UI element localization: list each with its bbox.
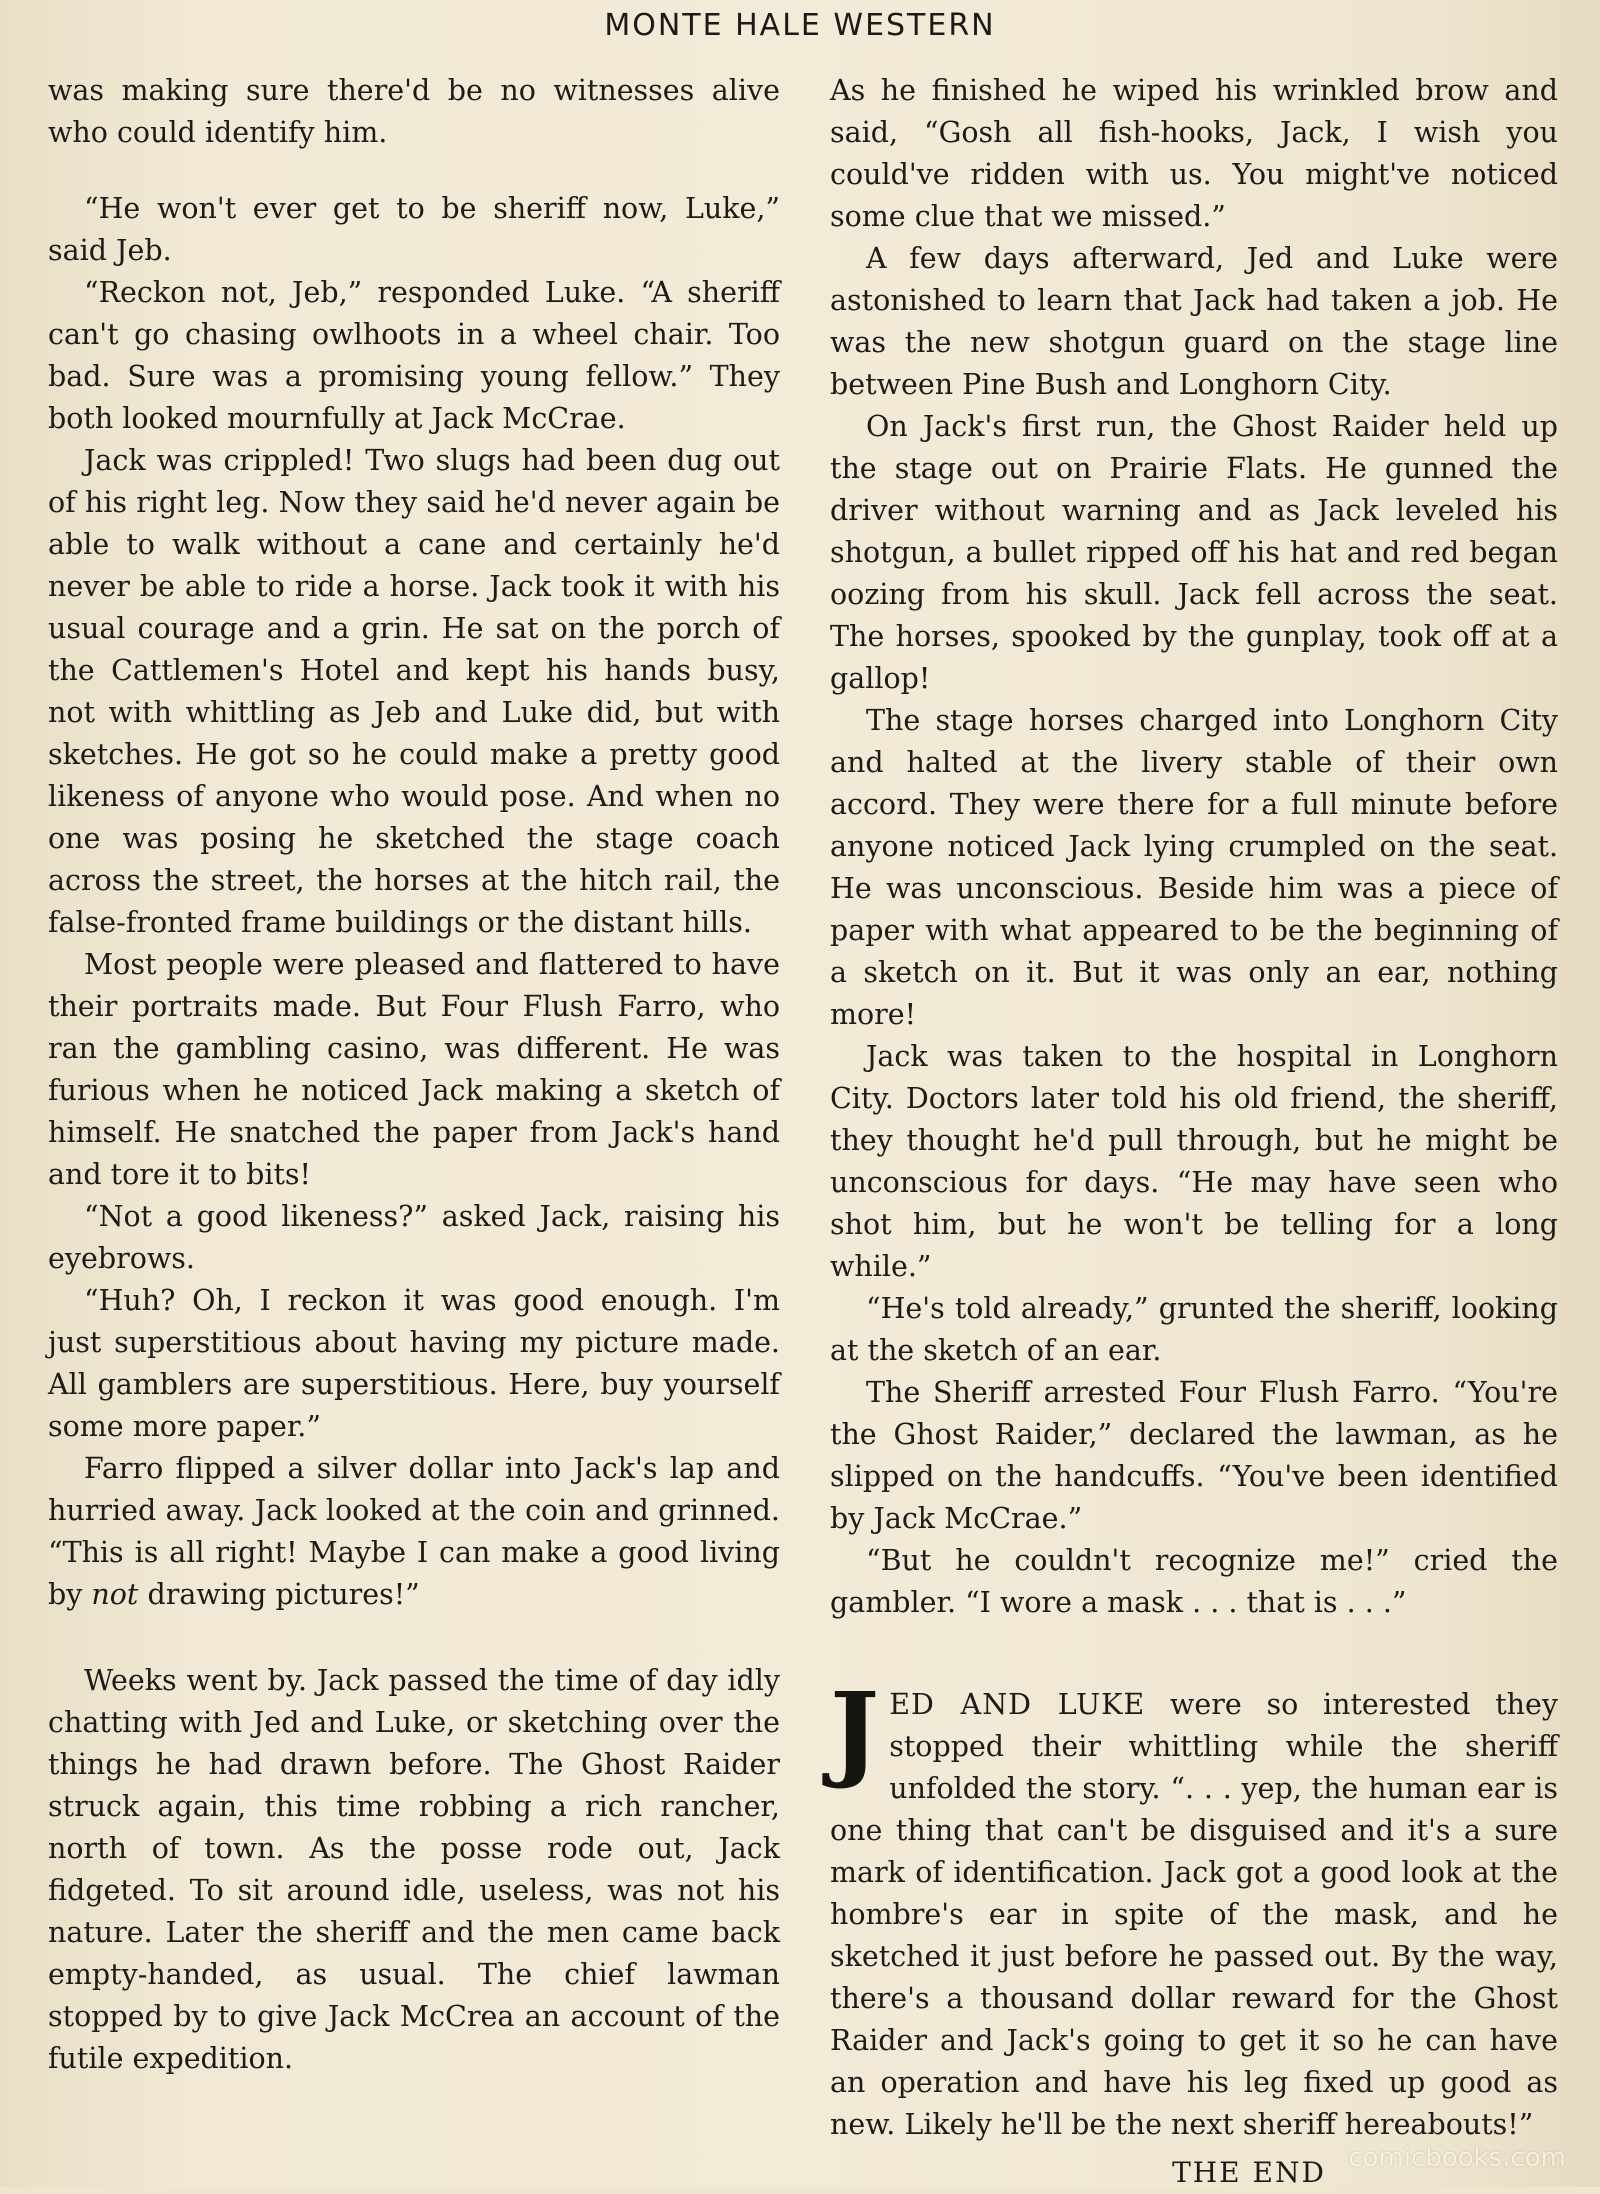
paragraph: “Huh? Oh, I reckon it was good enough. I'm just superstitious about having my picture made. All gamblers are superstitious. Here, buy yourself some more paper.” — [48, 1284, 780, 1443]
paragraph-text: were so interested they stopped their whittling while the sheriff unfolded the story. “. . . yep, the human ear is one thing that can't be disguised and it's a sure mark of identification. Jack got a good look at the hombre's ear in spite of the mask, and he sketched it just before he passed out. By the way, there's a thousand dollar reward for the Ghost Raider and Jack's going to get it so he can have an operation and have his leg fixed up good as new. Likely he'll be the next sheriff hereabouts!” — [830, 1688, 1558, 2141]
drop-cap: J — [830, 1669, 880, 1792]
paragraph: “He won't ever get to be sheriff now, Luke,” said Jeb. — [48, 192, 780, 267]
paragraph: “Reckon not, Jeb,” responded Luke. “A sheriff can't go chasing owlhoots in a wheel chair. Too bad. Sure was a promising young fellow.” They both looked mournfully at Jack McCrae. — [48, 276, 780, 435]
paragraph: “But he couldn't recognize me!” cried the gambler. “I wore a mask . . . that is . . .” — [830, 1544, 1558, 1619]
watermark: comicbooks.com — [1348, 2143, 1566, 2173]
paragraph: Most people were pleased and flattered to have their portraits made. But Four Flush Farro, who ran the gambling casino, was different. He was furious when he noticed Jack making a sketch of himself. He snatched the paper from Jack's hand and tore it to bits! — [48, 948, 780, 1191]
paragraph: The stage horses charged into Longhorn City and halted at the livery stable of their own accord. They were there for a full minute before anyone noticed Jack lying crumpled on the seat. He was unconscious. Beside him was a piece of paper with what appeared to be the beginning of a sketch on it. But it was only an ear, nothing more! — [830, 704, 1558, 1031]
left-column — [48, 70, 780, 2150]
paragraph: “He's told already,” grunted the sheriff, looking at the sketch of an ear. — [830, 1292, 1558, 1367]
dropcap-paragraph — [830, 1669, 1558, 2146]
emphasis-text: not — [91, 1578, 139, 1611]
lead-in-text: ED AND LUKE — [889, 1688, 1146, 1721]
paragraph: The Sheriff arrested Four Flush Farro. “You're the Ghost Raider,” declared the lawman, as he slipped on the handcuffs. “You've been identified by Jack McCrae.” — [830, 1376, 1558, 1535]
the-end-label: THE END — [1172, 2156, 1326, 2189]
paragraph: Jack was taken to the hospital in Longhorn City. Doctors later told his old friend, the sheriff, they thought he'd pull through, but he might be unconscious for days. “He may have seen who shot him, but he won't be telling for a long while.” — [830, 1040, 1558, 1283]
paragraph-text: drawing pictures!” — [147, 1578, 420, 1611]
paragraph: was making sure there'd be no witnesses alive who could identify him. — [48, 74, 780, 149]
paragraph: Weeks went by. Jack passed the time of day idly chatting with Jed and Luke, or sketching over the things he had drawn before. The Ghost Raider struck again, this time robbing a rich rancher, north of town. As the posse rode out, Jack fidgeted. To sit around idle, useless, was not his nature. Later the sheriff and the men came back empty-handed, as usual. The chief lawman stopped by to give Jack McCrea an account of the futile expedition. — [48, 1664, 780, 2075]
paragraph-text: Farro flipped a silver dollar into Jack's lap and hurried away. Jack looked at the coin and grinned. “This is all right! Maybe I can make a good living by — [48, 1452, 780, 1611]
paragraph: On Jack's first run, the Ghost Raider held up the stage out on Prairie Flats. He gunned the driver without warning and as Jack leveled his shotgun, a bullet ripped off his hat and red began oozing from his skull. Jack fell across the seat. The horses, spooked by the gunplay, took off at a gallop! — [830, 410, 1558, 695]
paragraph: As he finished he wiped his wrinkled brow and said, “Gosh all fish-hooks, Jack, I wish you could've ridden with us. You might've noticed some clue that we missed.” — [830, 74, 1558, 233]
paragraph — [48, 1448, 780, 1616]
paragraph: A few days afterward, Jed and Luke were astonished to learn that Jack had taken a job. He was the new shotgun guard on the stage line between Pine Bush and Longhorn City. — [830, 242, 1558, 401]
paragraph: Jack was crippled! Two slugs had been dug out of his right leg. Now they said he'd never again be able to walk without a cane and certainly he'd never be able to ride a horse. Jack took it with his usual courage and a grin. He sat on the porch of the Cattlemen's Hotel and kept his hands busy, not with whittling as Jeb and Luke did, but with sketches. He got so he could make a pretty good likeness of anyone who would pose. And when no one was posing he sketched the stage coach across the street, the horses at the hitch rail, the false-fronted frame buildings or the distant hills. — [48, 444, 780, 939]
page-header: MONTE HALE WESTERN — [604, 8, 996, 43]
paragraph: “Not a good likeness?” asked Jack, raising his eyebrows. — [48, 1200, 780, 1275]
